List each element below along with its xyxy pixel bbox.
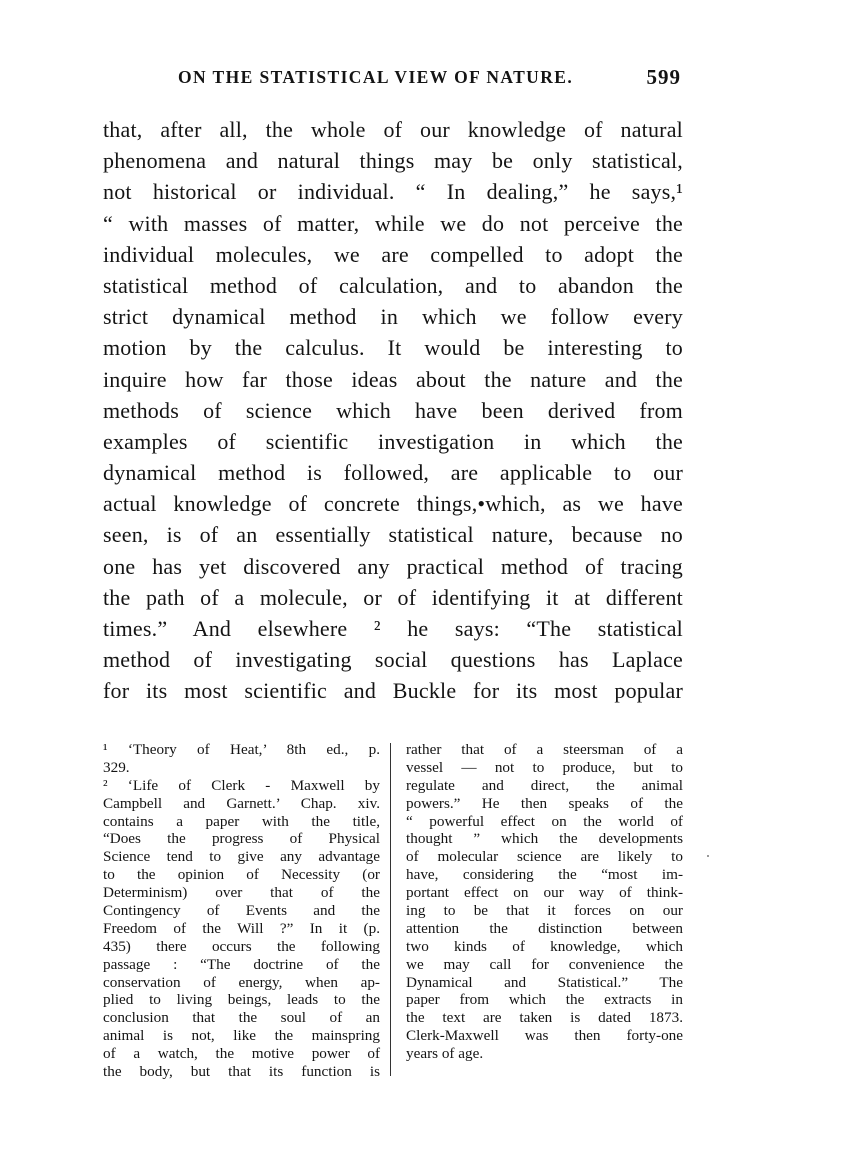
page-number: 599 [646, 65, 681, 89]
footnote-line: paper from which the extracts in [406, 991, 683, 1009]
footnote-line: ing to be that it forces on our [406, 902, 683, 920]
footnote-line: attention the distinction between [406, 919, 683, 937]
footnote-line: Clerk-Maxwell was then forty-one [406, 1027, 683, 1045]
footnote-line: the text are taken is dated 1873. [406, 1009, 683, 1027]
footnote-line: powers.” He then speaks of the [406, 794, 683, 812]
footnote-line: Determinism) over that of the [103, 884, 380, 902]
body-line: examples of scientific investigation in which the [103, 428, 683, 454]
body-line: individual molecules, we are compelled to adopt the [103, 241, 683, 267]
body-line: strict dynamical method in which we follow every [103, 304, 683, 330]
footnote-line: regulate and direct, the animal [406, 776, 683, 794]
column-divider [390, 743, 391, 1076]
footnote-line: plied to living beings, leads to the [103, 991, 380, 1009]
footnote-line: Dynamical and Statistical.” The [406, 973, 683, 991]
body-line: actual knowledge of concrete things,•which, as we have [103, 491, 683, 517]
footnote-line: ² ‘Life of Clerk - Maxwell by [103, 776, 380, 794]
footnote-line: have, considering the “most im- [406, 866, 683, 884]
footnote-line: vessel — not to produce, but to [406, 758, 683, 776]
footnote-line: Science tend to give any advantage [103, 848, 380, 866]
footnote-line: Freedom of the Will ?” In it (p. [103, 919, 380, 937]
footnote-line: thought ” which the developments [406, 830, 683, 848]
footnote-line: two kinds of knowledge, which [406, 937, 683, 955]
footnote-line: 329. [103, 758, 130, 776]
footnote-line: 435) there occurs the following [103, 937, 380, 955]
footnote-line: “ powerful effect on the world of [406, 812, 683, 830]
footnote-line: of molecular science are likely to [406, 848, 683, 866]
body-line: “ with masses of matter, while we do not perceive the [103, 210, 683, 236]
footnote-line: years of age. [406, 1045, 484, 1063]
footnote-line: Contingency of Events and the [103, 902, 380, 920]
footnote-line: rather that of a steersman of a [406, 741, 683, 758]
body-line: methods of science which have been derived from [103, 397, 683, 423]
body-line: the path of a molecule, or of identifying it at different [103, 584, 683, 610]
footnote-line: of a watch, the motive power of [103, 1045, 380, 1063]
footnote-line: conclusion that the soul of an [103, 1009, 380, 1027]
paper-speck [707, 855, 709, 857]
body-line: phenomena and natural things may be only statistical, [103, 148, 683, 174]
body-line: motion by the calculus. It would be interesting to [103, 335, 683, 361]
body-line: times.” And elsewhere ² he says: “The statistical [103, 616, 683, 641]
running-title: ON THE STATISTICAL VIEW OF NATURE. [178, 67, 574, 87]
body-line: dynamical method is followed, are applicable to our [103, 460, 683, 486]
footnote-line: the body, but that its function is [103, 1063, 380, 1081]
footnote-line: contains a paper with the title, [103, 812, 380, 830]
footnote-line: animal is not, like the mainspring [103, 1027, 380, 1045]
footnotes-left-column [103, 741, 380, 1081]
footnote-line: portant effect on our way of think- [406, 884, 683, 902]
footnote-line: to the opinion of Necessity (or [103, 866, 380, 884]
footnote-line: Campbell and Garnett.’ Chap. xiv. [103, 794, 380, 812]
body-line: one has yet discovered any practical method of tracing [103, 553, 683, 579]
body-line: statistical method of calculation, and to abandon the [103, 272, 683, 298]
footnote-line: we may call for convenience the [406, 955, 683, 973]
footnote-line: conservation of energy, when ap- [103, 973, 380, 991]
body-line: inquire how far those ideas about the nature and the [103, 366, 683, 392]
body-line: method of investigating social questions has Laplace [103, 647, 683, 673]
body-text [103, 114, 683, 707]
footnote-line: “Does the progress of Physical [103, 830, 380, 848]
footnotes [103, 741, 683, 1081]
running-header [103, 62, 683, 92]
body-line: for its most scientific and Buckle for its most popular [103, 678, 683, 704]
footnotes-right-column [406, 741, 683, 1063]
footnote-line: ¹ ‘Theory of Heat,’ 8th ed., p. [103, 741, 380, 758]
body-line: seen, is of an essentially statistical nature, because no [103, 522, 683, 548]
body-line: not historical or individual. “ In dealing,” he says,¹ [103, 179, 683, 205]
footnote-line: passage : “The doctrine of the [103, 955, 380, 973]
body-line: that, after all, the whole of our knowledge of natural [103, 117, 683, 142]
